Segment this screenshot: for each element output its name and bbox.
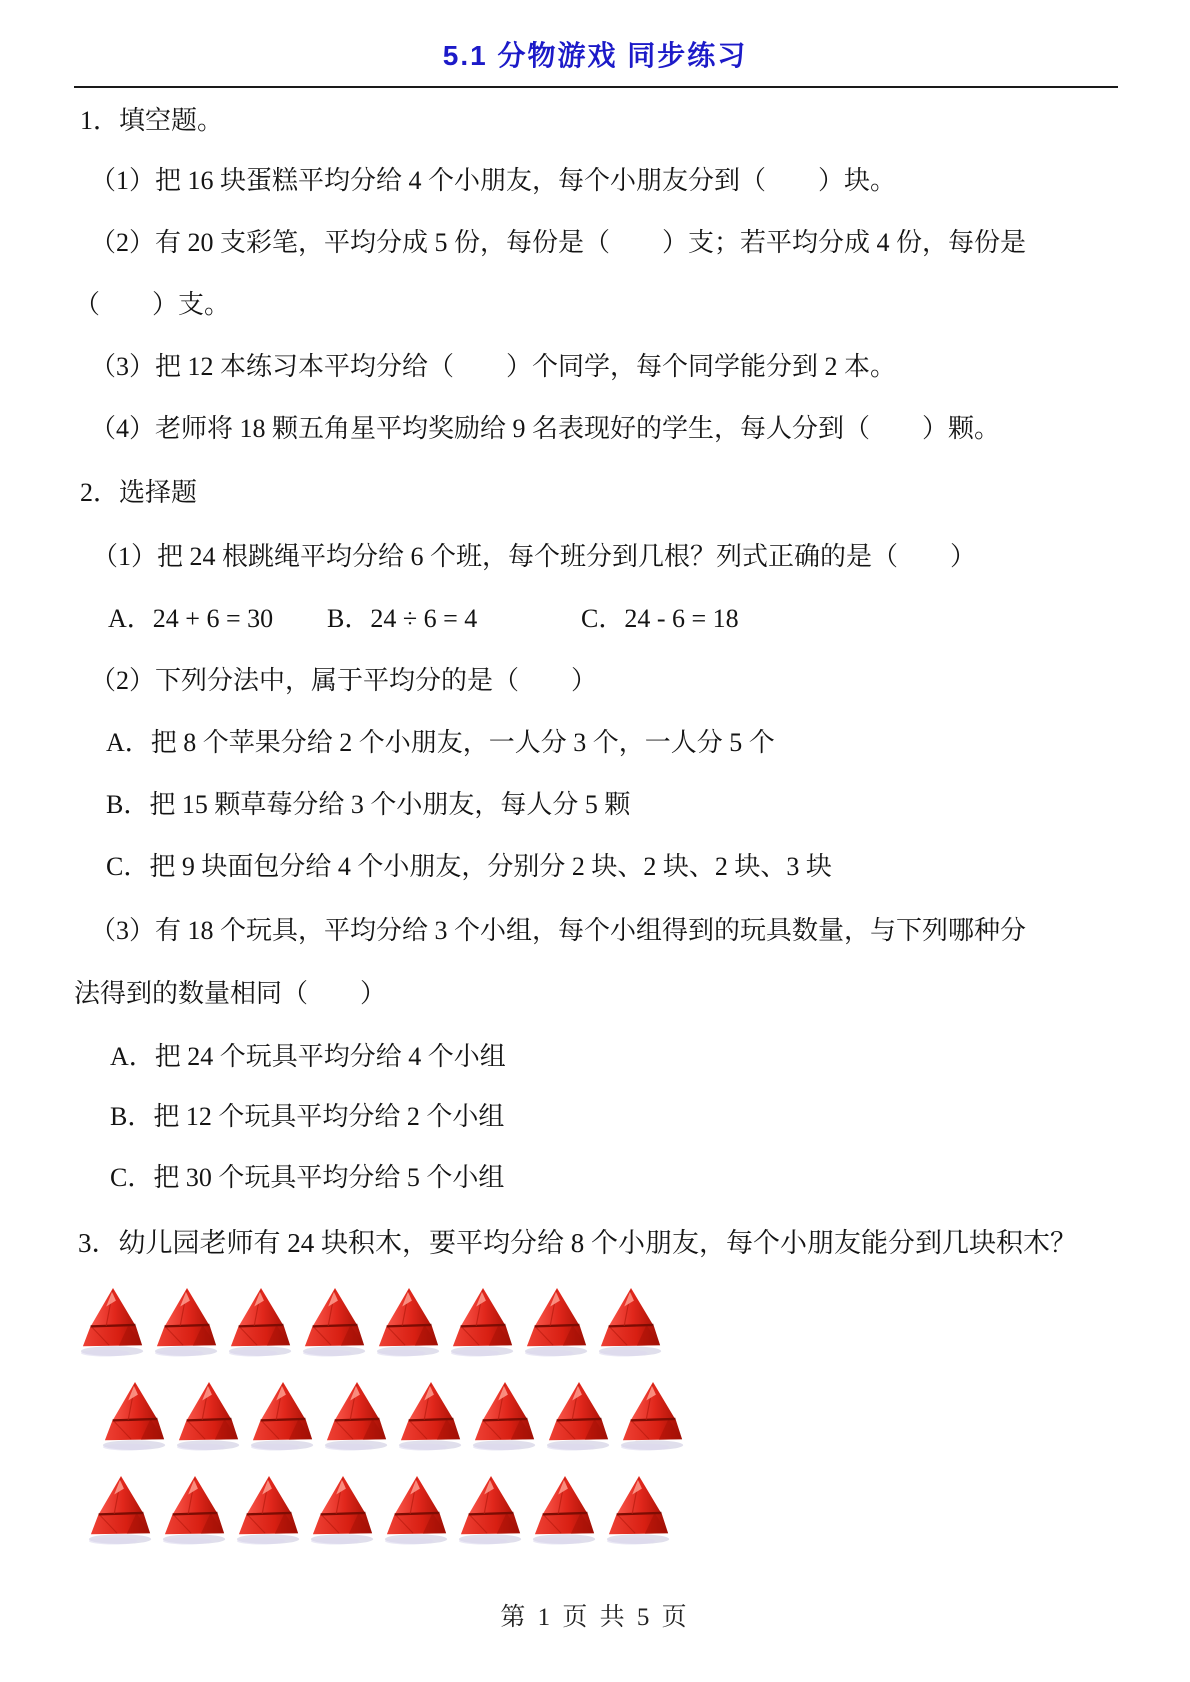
q1-item2-line2: （ ）支。 xyxy=(74,290,231,319)
triangle-block-icon xyxy=(154,1286,220,1358)
triangle-block-icon xyxy=(310,1474,376,1546)
q2-item3-option-b: B．把 12 个玩具平均分给 2 个小组 xyxy=(110,1102,505,1131)
q1-item1: （1）把 16 块蛋糕平均分给 4 个小朋友，每个小朋友分到（ ）块。 xyxy=(90,166,897,195)
triangle-block-icon xyxy=(324,1380,390,1452)
q3-text: 3．幼儿园老师有 24 块积木，要平均分给 8 个小朋友，每个小朋友能分到几块积木？ xyxy=(78,1228,1077,1258)
q2-item2: （2）下列分法中，属于平均分的是（ ） xyxy=(90,666,598,695)
q2-item2-option-b: B．把 15 颗草莓分给 3 个小朋友，每人分 5 颗 xyxy=(106,790,631,819)
triangle-block-icon xyxy=(376,1286,442,1358)
q1-item3: （3）把 12 本练习本平均分给（ ）个同学，每个同学能分到 2 本。 xyxy=(90,352,897,381)
page-title: 5.1 分物游戏 同步练习 xyxy=(442,40,748,71)
page-footer: 第 1 页 共 5 页 xyxy=(500,1604,690,1631)
q2-item3-line1: （3）有 18 个玩具，平均分给 3 个小组，每个小组得到的玩具数量，与下列哪种分 xyxy=(90,916,1027,945)
triangle-block-icon xyxy=(524,1286,590,1358)
q2-item3-option-a: A．把 24 个玩具平均分给 4 个小组 xyxy=(110,1042,506,1071)
triangle-block-icon xyxy=(102,1380,168,1452)
triangle-block-icon xyxy=(250,1380,316,1452)
q2-item1-options xyxy=(0,602,1190,636)
triangle-block-icon xyxy=(302,1286,368,1358)
q2-item1-option-a: A．24 + 6 = 30 xyxy=(108,604,274,633)
q2-item1: （1）把 24 根跳绳平均分给 6 个班，每个班分到几根？列式正确的是（ ） xyxy=(92,542,977,571)
triangle-block-icon xyxy=(162,1474,228,1546)
triangle-block-icon xyxy=(606,1474,672,1546)
q2-item2-option-c: C．把 9 块面包分给 4 个小朋友，分别分 2 块、2 块、2 块、3 块 xyxy=(106,852,832,881)
triangle-block-icon xyxy=(236,1474,302,1546)
q1-heading: 1．填空题。 xyxy=(80,106,224,135)
blocks-illustration xyxy=(0,1286,1190,1556)
q1-item4: （4）老师将 18 颗五角星平均奖励给 9 名表现好的学生，每人分到（ ）颗。 xyxy=(90,414,1001,443)
block-row xyxy=(80,1286,664,1358)
q2-item1-option-c: C．24 - 6 = 18 xyxy=(581,604,739,633)
q1-item2-line1: （2）有 20 支彩笔，平均分成 5 份，每份是（ ）支；若平均分成 4 份，每份是 xyxy=(90,228,1027,257)
triangle-block-icon xyxy=(398,1380,464,1452)
block-row xyxy=(102,1380,686,1452)
block-row xyxy=(88,1474,672,1546)
q2-item2-option-a: A．把 8 个苹果分给 2 个小朋友，一人分 3 个，一人分 5 个 xyxy=(106,728,775,757)
triangle-block-icon xyxy=(620,1380,686,1452)
triangle-block-icon xyxy=(458,1474,524,1546)
triangle-block-icon xyxy=(546,1380,612,1452)
triangle-block-icon xyxy=(80,1286,146,1358)
triangle-block-icon xyxy=(176,1380,242,1452)
triangle-block-icon xyxy=(450,1286,516,1358)
triangle-block-icon xyxy=(532,1474,598,1546)
q2-item3-option-c: C．把 30 个玩具平均分给 5 个小组 xyxy=(110,1163,505,1192)
q2-item3-line2: 法得到的数量相同（ ） xyxy=(74,979,387,1008)
triangle-block-icon xyxy=(472,1380,538,1452)
q2-item1-option-b: B．24 ÷ 6 = 4 xyxy=(327,604,478,633)
title-divider xyxy=(74,86,1118,88)
triangle-block-icon xyxy=(598,1286,664,1358)
triangle-block-icon xyxy=(384,1474,450,1546)
q2-heading: 2．选择题 xyxy=(80,478,198,507)
triangle-block-icon xyxy=(88,1474,154,1546)
triangle-block-icon xyxy=(228,1286,294,1358)
